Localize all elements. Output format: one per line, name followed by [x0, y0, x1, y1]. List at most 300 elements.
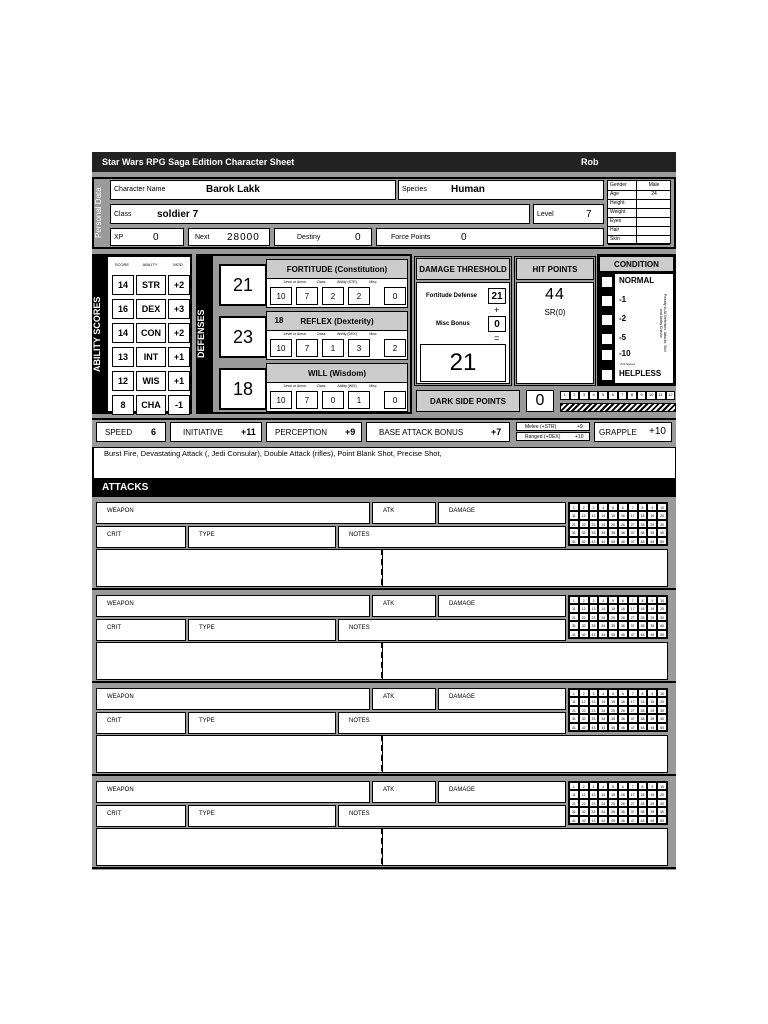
ammo-box[interactable]: 46: [618, 723, 628, 731]
will-part[interactable]: 7: [296, 391, 318, 409]
feats-box[interactable]: [92, 447, 676, 479]
ammo-box[interactable]: 47: [628, 537, 638, 545]
ammo-box[interactable]: 49: [647, 816, 657, 824]
ammo-box[interactable]: 11: [569, 790, 579, 798]
ammo-box[interactable]: 32: [579, 807, 589, 815]
ammo-box[interactable]: 45: [608, 816, 618, 824]
ammo-box[interactable]: 12: [579, 604, 589, 612]
attack-description-right[interactable]: [382, 828, 668, 866]
ammo-box[interactable]: 41: [569, 816, 579, 824]
ammo-box[interactable]: 48: [638, 816, 648, 824]
ammo-box[interactable]: 36: [618, 621, 628, 629]
ammo-box[interactable]: 21: [569, 613, 579, 621]
ammo-box[interactable]: 47: [628, 630, 638, 638]
attack-damage-field[interactable]: [438, 502, 566, 524]
ammo-box[interactable]: 14: [598, 604, 608, 612]
dark-side-box[interactable]: 8: [627, 391, 637, 400]
ammo-box[interactable]: 43: [589, 537, 599, 545]
ammo-box[interactable]: 35: [608, 528, 618, 536]
ammo-box[interactable]: 18: [638, 604, 648, 612]
dark-side-box[interactable]: 10: [646, 391, 656, 400]
attack-atk-field[interactable]: [372, 781, 436, 803]
ammo-box[interactable]: 1: [569, 596, 579, 604]
condition-step-checkbox[interactable]: [601, 314, 613, 326]
ammo-box[interactable]: 37: [628, 528, 638, 536]
ammo-box[interactable]: 45: [608, 630, 618, 638]
condition-step-checkbox[interactable]: [601, 276, 613, 288]
ammo-box[interactable]: 48: [638, 630, 648, 638]
ammo-box[interactable]: 12: [579, 790, 589, 798]
ranged-field[interactable]: [516, 432, 590, 441]
ammo-box[interactable]: 37: [628, 714, 638, 722]
level-label: Level: [537, 211, 554, 218]
ammo-box[interactable]: 25: [608, 613, 618, 621]
ammo-box[interactable]: 32: [579, 621, 589, 629]
ammo-box[interactable]: 10: [657, 596, 667, 604]
ammo-box[interactable]: 23: [589, 520, 599, 528]
attack-description-right[interactable]: [382, 642, 668, 680]
attack-crit-field[interactable]: [96, 619, 186, 641]
reflex-part[interactable]: 10: [270, 339, 292, 357]
ammo-box[interactable]: 10: [657, 689, 667, 697]
condition-step-checkbox[interactable]: [601, 349, 613, 361]
ammo-box[interactable]: 15: [608, 511, 618, 519]
ammo-box[interactable]: 17: [628, 697, 638, 705]
ammo-box[interactable]: 7: [628, 689, 638, 697]
attack-type-field[interactable]: [188, 619, 336, 641]
ammo-box[interactable]: 6: [618, 503, 628, 511]
ammo-box[interactable]: 42: [579, 537, 589, 545]
ammo-box[interactable]: 16: [618, 697, 628, 705]
ammo-box[interactable]: 20: [657, 604, 667, 612]
ammo-box[interactable]: 1: [569, 689, 579, 697]
attack-type-field[interactable]: [188, 712, 336, 734]
ammo-box[interactable]: 24: [598, 799, 608, 807]
ability-score[interactable]: 13: [112, 347, 134, 367]
ammo-box[interactable]: 35: [608, 621, 618, 629]
attack-type-field[interactable]: [188, 805, 336, 827]
ammo-box[interactable]: 6: [618, 596, 628, 604]
ammo-box[interactable]: 12: [579, 697, 589, 705]
ammo-box[interactable]: 38: [638, 807, 648, 815]
will-part[interactable]: 10: [270, 391, 292, 409]
attack-type-field-label: TYPE: [199, 532, 215, 538]
ammo-box[interactable]: 6: [618, 689, 628, 697]
will-part[interactable]: 0: [322, 391, 344, 409]
ammo-box[interactable]: 41: [569, 723, 579, 731]
ammo-box[interactable]: 34: [598, 807, 608, 815]
ammo-box[interactable]: 27: [628, 520, 638, 528]
ammo-box[interactable]: 3: [589, 503, 599, 511]
ammo-box[interactable]: 31: [569, 807, 579, 815]
ammo-box[interactable]: 14: [598, 697, 608, 705]
attack-notes-field[interactable]: [338, 805, 566, 827]
fortitude-sub-label: Level or Armor: [283, 280, 307, 284]
ammo-box[interactable]: 30: [657, 706, 667, 714]
ammo-box[interactable]: 49: [647, 537, 657, 545]
ability-score[interactable]: 14: [112, 323, 134, 343]
attack-description-left[interactable]: [96, 642, 384, 680]
ammo-box[interactable]: 14: [598, 511, 608, 519]
ammo-box[interactable]: 50: [657, 723, 667, 731]
attack-description-left[interactable]: [96, 549, 384, 587]
ammo-box[interactable]: 41: [569, 630, 579, 638]
fortitude-part[interactable]: 7: [296, 287, 318, 305]
ammo-box[interactable]: 24: [598, 613, 608, 621]
ammo-box[interactable]: 26: [618, 799, 628, 807]
dark-side-box[interactable]: 7: [618, 391, 628, 400]
ammo-box[interactable]: 33: [589, 807, 599, 815]
ammo-box[interactable]: 20: [657, 697, 667, 705]
ammo-box[interactable]: 49: [647, 630, 657, 638]
attack-crit-field[interactable]: [96, 805, 186, 827]
ammo-box[interactable]: 2: [579, 689, 589, 697]
ammo-box[interactable]: 7: [628, 782, 638, 790]
ammo-box[interactable]: 23: [589, 613, 599, 621]
ammo-box[interactable]: 10: [657, 782, 667, 790]
ammo-box[interactable]: 39: [647, 714, 657, 722]
ability-score[interactable]: 8: [112, 395, 134, 415]
ammo-box[interactable]: 4: [598, 503, 608, 511]
xp-label: XP: [114, 234, 124, 241]
ammo-box[interactable]: 25: [608, 706, 618, 714]
ammo-box[interactable]: 8: [638, 503, 648, 511]
ammo-box[interactable]: 42: [579, 630, 589, 638]
ammo-box[interactable]: 13: [589, 697, 599, 705]
ammo-box[interactable]: 27: [628, 706, 638, 714]
dark-side-box[interactable]: 5: [598, 391, 608, 400]
dark-side-box[interactable]: 1: [560, 391, 570, 400]
grapple-field[interactable]: [594, 422, 672, 442]
ammo-box[interactable]: 39: [647, 807, 657, 815]
ammo-box[interactable]: 44: [598, 816, 608, 824]
ammo-box[interactable]: 1: [569, 782, 579, 790]
attack-damage-field[interactable]: [438, 688, 566, 710]
ammo-box[interactable]: 23: [589, 799, 599, 807]
hit-points-value: 44: [545, 286, 565, 303]
ammo-box[interactable]: 49: [647, 723, 657, 731]
ammo-box[interactable]: 16: [618, 511, 628, 519]
ammo-box[interactable]: 38: [638, 714, 648, 722]
ammo-box[interactable]: 40: [657, 714, 667, 722]
ammo-box[interactable]: 26: [618, 613, 628, 621]
will-part[interactable]: 1: [348, 391, 370, 409]
ammo-box[interactable]: 29: [647, 520, 657, 528]
ammo-box[interactable]: 5: [608, 596, 618, 604]
ammo-box[interactable]: 37: [628, 807, 638, 815]
attack-notes-field[interactable]: [338, 712, 566, 734]
attack-notes-field[interactable]: [338, 526, 566, 548]
ammo-box[interactable]: 36: [618, 528, 628, 536]
ability-score[interactable]: 14: [112, 275, 134, 295]
ammo-box[interactable]: 36: [618, 714, 628, 722]
detail-row[interactable]: [608, 235, 670, 245]
ammo-box[interactable]: 18: [638, 790, 648, 798]
ammo-box[interactable]: 40: [657, 528, 667, 536]
ammo-box[interactable]: 40: [657, 621, 667, 629]
ammo-box[interactable]: 21: [569, 520, 579, 528]
ammo-box[interactable]: 17: [628, 604, 638, 612]
ammo-box[interactable]: 13: [589, 790, 599, 798]
dark-side-box[interactable]: 11: [656, 391, 666, 400]
dark-side-box[interactable]: 12: [666, 391, 676, 400]
attack-description-left[interactable]: [96, 828, 384, 866]
dark-side-box[interactable]: 3: [579, 391, 589, 400]
ammo-box[interactable]: 34: [598, 621, 608, 629]
ammo-box[interactable]: 33: [589, 528, 599, 536]
ammo-box[interactable]: 25: [608, 799, 618, 807]
ammo-box[interactable]: 18: [638, 511, 648, 519]
next-field[interactable]: [188, 228, 270, 246]
will-part[interactable]: 0: [384, 391, 406, 409]
ammo-box[interactable]: 4: [598, 596, 608, 604]
ammo-box[interactable]: 28: [638, 520, 648, 528]
ammo-box[interactable]: 48: [638, 537, 648, 545]
ability-name: WIS: [136, 371, 166, 391]
attack-crit-field[interactable]: [96, 712, 186, 734]
fortitude-part[interactable]: 2: [322, 287, 344, 305]
ammo-box[interactable]: 29: [647, 613, 657, 621]
ammo-box[interactable]: 26: [618, 520, 628, 528]
ammo-box[interactable]: 30: [657, 520, 667, 528]
base-attack-field[interactable]: [366, 422, 510, 442]
ammo-box[interactable]: 33: [589, 621, 599, 629]
ammo-box[interactable]: 15: [608, 697, 618, 705]
attack-description-right[interactable]: [382, 735, 668, 773]
ammo-box[interactable]: 34: [598, 528, 608, 536]
ammo-box[interactable]: 33: [589, 714, 599, 722]
ammo-box[interactable]: 28: [638, 799, 648, 807]
ammo-box[interactable]: 2: [579, 596, 589, 604]
ammo-box[interactable]: 46: [618, 816, 628, 824]
condition-step-checkbox[interactable]: [601, 295, 613, 307]
ammo-box[interactable]: 31: [569, 714, 579, 722]
species-value: Human: [451, 184, 485, 195]
ammo-box[interactable]: 32: [579, 528, 589, 536]
melee-label: Melee (+STR): [525, 424, 557, 430]
ammo-box[interactable]: 40: [657, 807, 667, 815]
attack-crit-field[interactable]: [96, 526, 186, 548]
attack-description-left[interactable]: [96, 735, 384, 773]
attack-weapon-field[interactable]: [96, 595, 370, 617]
ammo-box[interactable]: 31: [569, 528, 579, 536]
ammo-box[interactable]: 45: [608, 723, 618, 731]
ammo-box[interactable]: 4: [598, 782, 608, 790]
ammo-box[interactable]: 17: [628, 790, 638, 798]
ammo-box[interactable]: 5: [608, 689, 618, 697]
ammo-box[interactable]: 32: [579, 714, 589, 722]
destiny-field[interactable]: [274, 228, 372, 246]
attack-weapon-field[interactable]: [96, 781, 370, 803]
ammo-box[interactable]: 28: [638, 706, 648, 714]
equals-sign: =: [494, 333, 500, 343]
ammo-box[interactable]: 10: [657, 503, 667, 511]
ammo-box[interactable]: 46: [618, 537, 628, 545]
ammo-box[interactable]: 11: [569, 697, 579, 705]
ammo-box[interactable]: 14: [598, 790, 608, 798]
fortitude-part[interactable]: 0: [384, 287, 406, 305]
character-name-field[interactable]: [110, 180, 396, 200]
attack-atk-field[interactable]: [372, 502, 436, 524]
ammo-box[interactable]: 11: [569, 511, 579, 519]
ammo-box[interactable]: 9: [647, 503, 657, 511]
attack-weapon-field[interactable]: [96, 502, 370, 524]
ammo-box[interactable]: 35: [608, 714, 618, 722]
ammo-box[interactable]: 8: [638, 782, 648, 790]
ammo-box[interactable]: 13: [589, 511, 599, 519]
initiative-field[interactable]: [170, 422, 262, 442]
ammo-box[interactable]: 9: [647, 596, 657, 604]
ammo-box[interactable]: 5: [608, 782, 618, 790]
ammo-box[interactable]: 8: [638, 689, 648, 697]
ammo-box[interactable]: 44: [598, 630, 608, 638]
ammo-box[interactable]: 15: [608, 790, 618, 798]
ammo-box[interactable]: 22: [579, 613, 589, 621]
ammo-box[interactable]: 50: [657, 816, 667, 824]
ammo-box[interactable]: 26: [618, 706, 628, 714]
ammo-box[interactable]: 44: [598, 723, 608, 731]
ammo-box[interactable]: 34: [598, 714, 608, 722]
ammo-box[interactable]: 30: [657, 613, 667, 621]
class-field[interactable]: [110, 204, 530, 224]
ammo-box[interactable]: 7: [628, 503, 638, 511]
ammo-box[interactable]: 16: [618, 604, 628, 612]
ammo-box[interactable]: 47: [628, 816, 638, 824]
fortitude-part[interactable]: 2: [348, 287, 370, 305]
ammo-box[interactable]: 3: [589, 782, 599, 790]
xp-field[interactable]: [110, 228, 184, 246]
ammo-box[interactable]: 5: [608, 503, 618, 511]
melee-field[interactable]: [516, 422, 590, 431]
ammo-box[interactable]: 21: [569, 706, 579, 714]
ammo-box[interactable]: 43: [589, 723, 599, 731]
ammo-box[interactable]: 17: [628, 511, 638, 519]
ammo-box[interactable]: 16: [618, 790, 628, 798]
attack-atk-field-label: ATK: [383, 694, 395, 700]
ammo-box[interactable]: 25: [608, 520, 618, 528]
ammo-box[interactable]: 50: [657, 537, 667, 545]
species-field[interactable]: [398, 180, 604, 200]
ammo-box[interactable]: 9: [647, 689, 657, 697]
ammo-box[interactable]: 19: [647, 604, 657, 612]
speed-field[interactable]: [96, 422, 166, 442]
ammo-box[interactable]: 29: [647, 706, 657, 714]
ammo-box[interactable]: 11: [569, 604, 579, 612]
ammo-box[interactable]: 22: [579, 799, 589, 807]
ammo-box[interactable]: 29: [647, 799, 657, 807]
ammo-box[interactable]: 50: [657, 630, 667, 638]
ammo-box[interactable]: 24: [598, 706, 608, 714]
ammo-box[interactable]: 27: [628, 799, 638, 807]
ammo-box[interactable]: 24: [598, 520, 608, 528]
ammo-box[interactable]: 36: [618, 807, 628, 815]
attack-damage-field[interactable]: [438, 595, 566, 617]
ability-score[interactable]: 16: [112, 299, 134, 319]
ammo-box[interactable]: 4: [598, 689, 608, 697]
ammo-box[interactable]: 2: [579, 503, 589, 511]
ammo-box[interactable]: 46: [618, 630, 628, 638]
ability-mod: +1: [168, 347, 190, 367]
ammo-box[interactable]: 35: [608, 807, 618, 815]
ammo-box[interactable]: 23: [589, 706, 599, 714]
condition-step-checkbox[interactable]: [601, 333, 613, 345]
ammo-box[interactable]: 45: [608, 537, 618, 545]
fortitude-part[interactable]: 10: [270, 287, 292, 305]
attack-description-right[interactable]: [382, 549, 668, 587]
ammo-box[interactable]: 41: [569, 537, 579, 545]
ammo-box[interactable]: 2: [579, 782, 589, 790]
ammo-box[interactable]: 42: [579, 816, 589, 824]
ammo-box[interactable]: 37: [628, 621, 638, 629]
ammo-box[interactable]: 12: [579, 511, 589, 519]
reflex-part[interactable]: 7: [296, 339, 318, 357]
attack-atk-field[interactable]: [372, 595, 436, 617]
ammo-box[interactable]: 42: [579, 723, 589, 731]
ammo-box[interactable]: 31: [569, 621, 579, 629]
ammo-box[interactable]: 39: [647, 621, 657, 629]
dark-side-box[interactable]: 9: [637, 391, 647, 400]
dark-side-box[interactable]: 6: [608, 391, 618, 400]
ammo-box[interactable]: 1: [569, 503, 579, 511]
dark-side-title: DARK SIDE POINTS: [416, 390, 520, 412]
ammo-box[interactable]: 18: [638, 697, 648, 705]
attack-damage-field[interactable]: [438, 781, 566, 803]
attack-weapon-field[interactable]: [96, 688, 370, 710]
ammo-box[interactable]: 21: [569, 799, 579, 807]
condition-step-checkbox[interactable]: [601, 369, 613, 381]
attack-notes-field[interactable]: [338, 619, 566, 641]
reflex-part[interactable]: 2: [384, 339, 406, 357]
level-field[interactable]: [533, 204, 604, 224]
ammo-box[interactable]: 15: [608, 604, 618, 612]
perception-field[interactable]: [266, 422, 362, 442]
ammo-box[interactable]: 48: [638, 723, 648, 731]
ammo-box[interactable]: 8: [638, 596, 648, 604]
attack-type-field[interactable]: [188, 526, 336, 548]
ammo-box[interactable]: 22: [579, 706, 589, 714]
ability-score[interactable]: 12: [112, 371, 134, 391]
ammo-box[interactable]: 20: [657, 511, 667, 519]
dark-side-box[interactable]: 2: [570, 391, 580, 400]
ammo-box[interactable]: 39: [647, 528, 657, 536]
reflex-part[interactable]: 3: [348, 339, 370, 357]
ammo-box[interactable]: 7: [628, 596, 638, 604]
ammo-box[interactable]: 13: [589, 604, 599, 612]
ammo-box[interactable]: 27: [628, 613, 638, 621]
force-points-field[interactable]: [376, 228, 604, 246]
ammo-box[interactable]: 3: [589, 689, 599, 697]
attack-atk-field[interactable]: [372, 688, 436, 710]
ammo-box[interactable]: 19: [647, 511, 657, 519]
ammo-box[interactable]: 43: [589, 816, 599, 824]
ammo-box[interactable]: 19: [647, 697, 657, 705]
ammo-box[interactable]: 19: [647, 790, 657, 798]
ammo-box[interactable]: 22: [579, 520, 589, 528]
ammo-box[interactable]: 47: [628, 723, 638, 731]
ammo-box[interactable]: 3: [589, 596, 599, 604]
ammo-box[interactable]: 20: [657, 790, 667, 798]
ammo-box[interactable]: 38: [638, 621, 648, 629]
ammo-box[interactable]: 44: [598, 537, 608, 545]
reflex-part[interactable]: 1: [322, 339, 344, 357]
ammo-box[interactable]: 28: [638, 613, 648, 621]
dark-side-box[interactable]: 4: [589, 391, 599, 400]
ammo-box[interactable]: 43: [589, 630, 599, 638]
ammo-box[interactable]: 9: [647, 782, 657, 790]
ammo-box[interactable]: 30: [657, 799, 667, 807]
ammo-box[interactable]: 6: [618, 782, 628, 790]
ammo-box[interactable]: 38: [638, 528, 648, 536]
